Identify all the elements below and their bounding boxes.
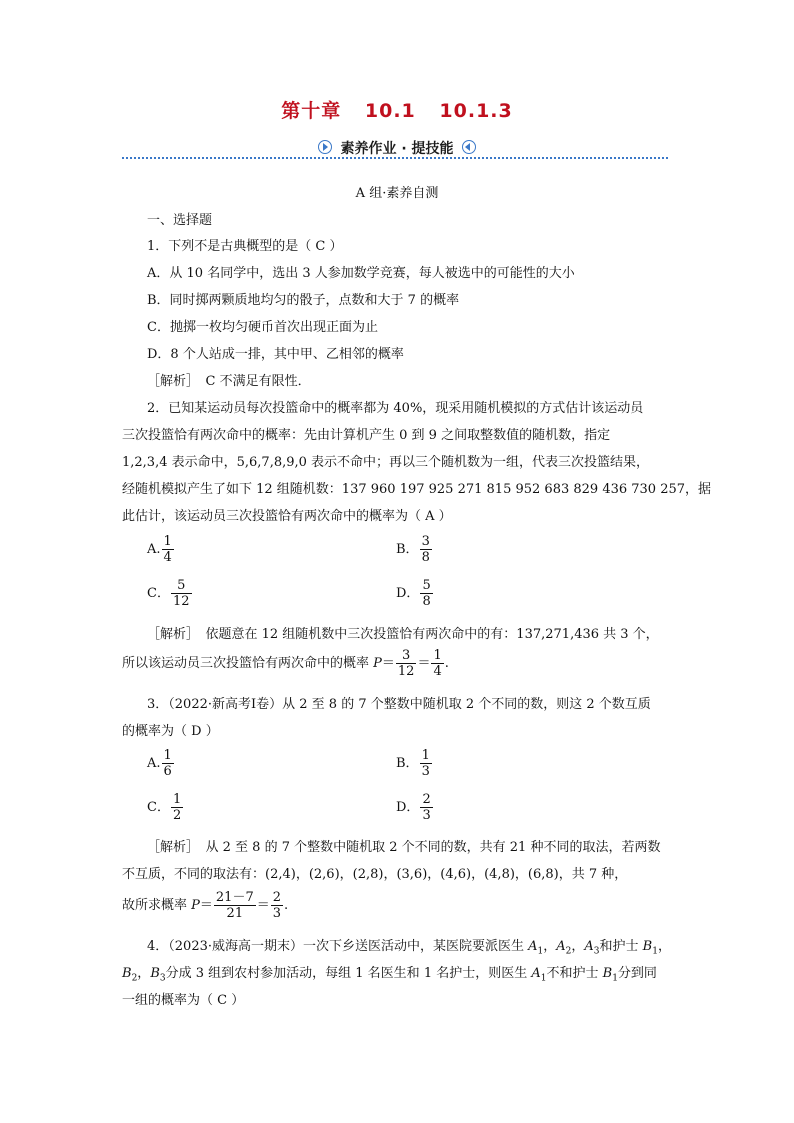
- q1-stem: 1．下列不是古典概型的是（ C ）: [147, 239, 343, 254]
- q4-line-3: 一组的概率为（ C ）: [122, 993, 245, 1008]
- chapter-title: [0, 96, 794, 123]
- q3-solution-1: ［解析］ 从 2 至 8 的 7 个整数中随机取 2 个不同的数，共有 21 种不同的取法，若两数: [147, 840, 661, 855]
- section-number: 10.1: [364, 100, 416, 122]
- q3-option-b: B． $\frac{1}{3}$: [396, 748, 430, 779]
- q3-option-a: A. $\frac{1}{6}$: [147, 748, 172, 779]
- q2-option-b: B． $\frac{3}{8}$: [396, 534, 430, 565]
- q3-solution-3: 故所求概率 P＝ $\frac{21-7}{21}$ ＝ $\frac{2}{3}$ .: [122, 890, 289, 921]
- q2-line-2: 三次投篮恰有两次命中的概率：先由计算机产生 0 到 9 之间取整数值的随机数，指定: [122, 428, 611, 443]
- q1-option-c: C．抛掷一枚均匀硬币首次出现正面为止: [147, 320, 378, 335]
- group-heading: A 组·素养自测: [355, 186, 439, 201]
- q1-option-b: B．同时掷两颗质地均匀的骰子，点数和大于 7 的概率: [147, 293, 460, 308]
- q1-option-a: A．从 10 名同学中，选出 3 人参加数学竞赛，每人被选中的可能性的大小: [147, 266, 575, 281]
- chapter-label: 第十章: [281, 100, 342, 122]
- q2-option-c: C． $\frac{5}{12}$: [147, 578, 190, 609]
- q3-option-d: D． $\frac{2}{3}$: [396, 792, 431, 823]
- q3-line-1: 3．（2022·新高考Ⅰ卷）从 2 至 8 的 7 个整数中随机取 2 个不同的数，则这 2 个数互质: [147, 697, 651, 712]
- q2-line-3: 1,2,3,4 表示命中，5,6,7,8,9,0 表示不命中；再以三个随机数为一组，代表三次投篮结果，: [122, 455, 650, 470]
- section-banner: [0, 138, 794, 158]
- q2-line-5: 此估计，该运动员三次投篮恰有两次命中的概率为（ A ）: [122, 509, 452, 524]
- q3-solution-2: 不互质，不同的取法有：(2,4)，(2,6)，(2,8)，(3,6)，(4,6)，(4,8)，(6,8)，共 7 种，: [122, 867, 628, 882]
- q2-line-4: 经随机模拟产生了如下 12 组随机数：137 960 197 925 271 815 952 683 829 436 730 257，据: [122, 482, 712, 497]
- q1-option-d: D．8 个人站成一排，其中甲、乙相邻的概率: [147, 347, 404, 362]
- q2-option-a: A. $\frac{1}{4}$: [147, 534, 172, 565]
- q2-line-1: 2．已知某运动员每次投篮命中的概率都为 40%，现采用随机模拟的方式估计该运动员: [147, 401, 644, 416]
- banner-text: 素养作业 · 提技能: [340, 141, 454, 157]
- q3-option-c: C． $\frac{1}{2}$: [147, 792, 182, 823]
- section-heading: 一、选择题: [147, 213, 213, 228]
- q2-option-d: D． $\frac{5}{8}$: [396, 578, 431, 609]
- q4-line-1: 4．（2023·威海高一期末）一次下乡送医活动中，某医院要派医生 $A_1$，$A_2$，$A_3$和护士 $B_1$，: [147, 939, 671, 957]
- q2-solution-1: ［解析］ 依题意在 12 组随机数中三次投篮恰有两次命中的有：137,271,436 共 3 个，: [147, 627, 659, 642]
- dotted-divider: [122, 157, 668, 159]
- q2-solution-2: 所以该运动员三次投篮恰有两次命中的概率 P＝ $\frac{3}{12}$ ＝ $\frac{1}{4}$ .: [122, 648, 449, 679]
- play-right-icon: [318, 140, 332, 154]
- q1-solution: ［解析］ C 不满足有限性．: [147, 374, 311, 389]
- play-left-icon: [462, 140, 476, 154]
- q3-line-2: 的概率为（ D ）: [122, 724, 219, 739]
- q4-line-2: $B_2$，$B_3$分成 3 组到农村参加活动，每组 1 名医生和 1 名护士，则医生 $A_1$不和护士 $B_1$分到同: [122, 966, 657, 984]
- subsection-number: 10.1.3: [439, 100, 513, 122]
